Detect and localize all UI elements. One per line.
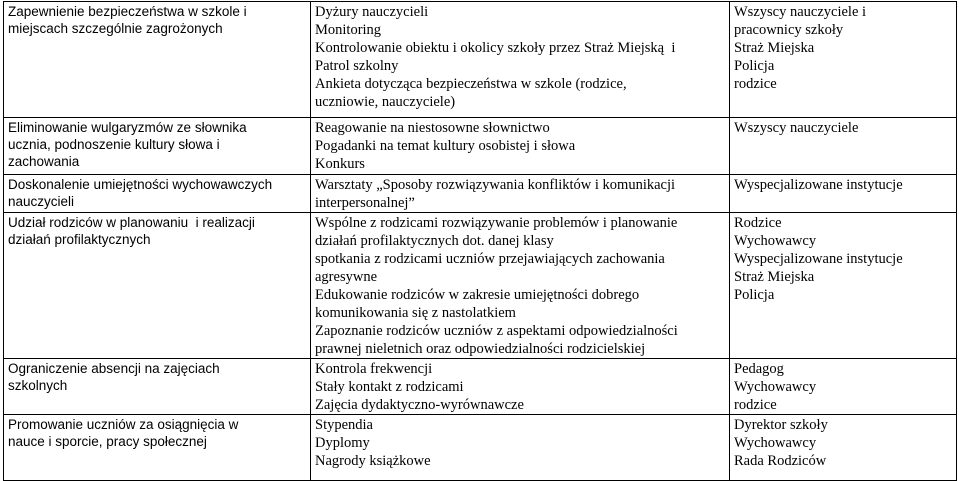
- cell-text-line: Stały kontakt z rodzicami: [315, 379, 464, 395]
- cell-text-line: prawnej nieletnich oraz odpowiedzialności rodzicielskiej: [315, 341, 646, 357]
- cell-text-line: Rada Rodziców: [734, 453, 827, 469]
- cell-text-line: Zapewnienie bezpieczeństwa w szkole i: [8, 4, 247, 19]
- cell-text-line: komunikowania się z nastolatkiem: [315, 305, 516, 321]
- responsible-cell: [730, 175, 957, 213]
- cell-text-line: agresywne: [315, 269, 378, 285]
- actions-cell: [311, 359, 730, 415]
- cell-text-line: nauce i sporcie, pracy społecznej: [8, 434, 207, 449]
- cell-text-line: Stypendia: [315, 417, 373, 433]
- table-row: [4, 415, 957, 481]
- cell-text-line: Warsztaty „Sposoby rozwiązywania konfliktów i komunikacji: [315, 177, 676, 193]
- goal-cell: [4, 118, 311, 175]
- cell-text-line: rodzice: [734, 397, 777, 413]
- table-row: [4, 118, 957, 175]
- cell-text-line: Wyspecjalizowane instytucje: [734, 251, 903, 267]
- cell-text-line: Ankieta dotycząca bezpieczeństwa w szkole (rodzice,: [315, 76, 627, 92]
- actions-cell: [311, 175, 730, 213]
- cell-text-line: Dyrektor szkoły: [734, 417, 828, 433]
- cell-text-line: Rodzice: [734, 215, 782, 231]
- table-row: [4, 2, 957, 118]
- cell-text-line: Pogadanki na temat kultury osobistej i słowa: [315, 138, 576, 154]
- cell-text-line: działań profilaktycznych: [8, 232, 151, 247]
- table-row: [4, 359, 957, 415]
- table-row: [4, 175, 957, 213]
- cell-text-line: Wszyscy nauczyciele: [734, 120, 859, 136]
- cell-text-line: Pedagog: [734, 361, 784, 377]
- goal-cell: [4, 175, 311, 213]
- cell-text-line: Wszyscy nauczyciele i: [734, 4, 867, 20]
- actions-cell: [311, 213, 730, 359]
- responsible-cell: [730, 2, 957, 118]
- cell-text-line: Wychowawcy: [734, 435, 817, 451]
- cell-text-line: działań profilaktycznych dot. danej klasy: [315, 233, 554, 249]
- cell-text-line: Doskonalenie umiejętności wychowawczych: [8, 177, 273, 192]
- cell-text-line: Edukowanie rodziców w zakresie umiejętności dobrego: [315, 287, 640, 303]
- cell-text-line: spotkania z rodzicami uczniów przejawiających zachowania: [315, 251, 665, 267]
- prevention-plan-table: [3, 1, 957, 481]
- cell-text-line: nauczycieli: [8, 194, 75, 209]
- goal-cell: [4, 359, 311, 415]
- cell-text-line: szkolnych: [8, 378, 68, 393]
- cell-text-line: Straż Miejska: [734, 269, 815, 285]
- cell-text-line: zachowania: [8, 154, 80, 169]
- actions-cell: [311, 415, 730, 481]
- cell-text-line: uczniowie, nauczyciele): [315, 94, 456, 110]
- table-body: [4, 2, 957, 481]
- cell-text-line: Ograniczenie absencji na zajęciach: [8, 361, 220, 376]
- cell-text-line: ucznia, podnoszenie kultury słowa i: [8, 137, 220, 152]
- cell-text-line: Kontrolowanie obiektu i okolicy szkoły przez Straż Miejską i: [315, 40, 676, 56]
- responsible-cell: [730, 118, 957, 175]
- responsible-cell: [730, 415, 957, 481]
- cell-text-line: rodzice: [734, 76, 777, 92]
- cell-text-line: Promowanie uczniów za osiągnięcia w: [8, 417, 239, 432]
- cell-text-line: Zajęcia dydaktyczno-wyrównawcze: [315, 397, 524, 413]
- cell-text-line: Straż Miejska: [734, 40, 815, 56]
- cell-text-line: pracownicy szkoły: [734, 22, 844, 38]
- cell-text-line: Dyplomy: [315, 435, 370, 451]
- cell-text-line: Patrol szkolny: [315, 58, 399, 74]
- cell-text-line: interpersonalnej”: [315, 195, 415, 211]
- cell-text-line: Wychowawcy: [734, 233, 817, 249]
- cell-text-line: Nagrody książkowe: [315, 453, 431, 469]
- goal-cell: [4, 213, 311, 359]
- cell-text-line: Zapoznanie rodziców uczniów z aspektami odpowiedzialności: [315, 323, 678, 339]
- responsible-cell: [730, 359, 957, 415]
- cell-text-line: Eliminowanie wulgaryzmów ze słownika: [8, 120, 247, 135]
- table-row: [4, 213, 957, 359]
- cell-text-line: Konkurs: [315, 156, 365, 172]
- goal-cell: [4, 2, 311, 118]
- responsible-cell: [730, 213, 957, 359]
- cell-text-line: Reagowanie na niestosowne słownictwo: [315, 120, 550, 136]
- cell-text-line: Monitoring: [315, 22, 382, 38]
- cell-text-line: Kontrola frekwencji: [315, 361, 433, 377]
- actions-cell: [311, 2, 730, 118]
- cell-text-line: Wychowawcy: [734, 379, 817, 395]
- cell-text-line: miejscach szczególnie zagrożonych: [8, 21, 223, 36]
- cell-text-line: Wspólne z rodzicami rozwiązywanie problemów i planowanie: [315, 215, 678, 231]
- cell-text-line: Policja: [734, 287, 775, 303]
- cell-text-line: Udział rodziców w planowaniu i realizacji: [8, 215, 255, 230]
- cell-text-line: Wyspecjalizowane instytucje: [734, 177, 903, 193]
- cell-text-line: Dyżury nauczycieli: [315, 4, 429, 20]
- actions-cell: [311, 118, 730, 175]
- goal-cell: [4, 415, 311, 481]
- cell-text-line: Policja: [734, 58, 775, 74]
